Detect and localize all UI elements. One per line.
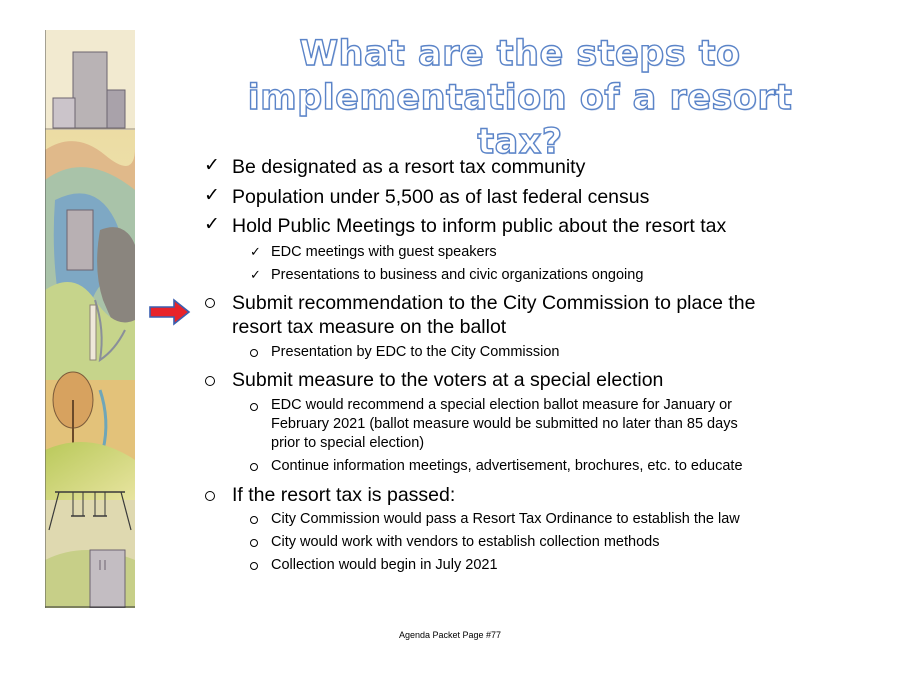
open-circle-bullet-icon bbox=[250, 516, 258, 524]
step-3-sub-1: EDC meetings with guest speakers bbox=[271, 244, 497, 260]
open-circle-bullet-icon bbox=[250, 349, 258, 357]
step-5: Submit measure to the voters at a special election bbox=[232, 369, 664, 391]
step-6-sub-3: Collection would begin in July 2021 bbox=[271, 557, 498, 573]
current-step-arrow-icon bbox=[149, 298, 191, 326]
step-2: Population under 5,500 as of last federal census bbox=[232, 186, 650, 208]
open-circle-bullet-icon bbox=[205, 491, 215, 501]
check-icon: ✓ bbox=[204, 185, 220, 206]
step-5-sub-1-line-1: EDC would recommend a special election ballot measure for January or bbox=[271, 397, 732, 413]
step-1: Be designated as a resort tax community bbox=[232, 156, 586, 178]
step-4-sub-1: Presentation by EDC to the City Commission bbox=[271, 344, 560, 360]
open-circle-bullet-icon bbox=[205, 376, 215, 386]
check-icon: ✓ bbox=[250, 267, 261, 282]
page-footer: Agenda Packet Page #77 bbox=[398, 630, 502, 640]
check-icon: ✓ bbox=[204, 155, 220, 176]
slide-title bbox=[200, 32, 840, 164]
check-icon: ✓ bbox=[204, 214, 220, 235]
open-circle-bullet-icon bbox=[250, 539, 258, 547]
step-5-sub-1-line-3: prior to special election) bbox=[271, 435, 425, 451]
open-circle-bullet-icon bbox=[250, 562, 258, 570]
step-3: Hold Public Meetings to inform public about the resort tax bbox=[232, 215, 727, 237]
step-4-line-2: resort tax measure on the ballot bbox=[232, 316, 507, 338]
open-circle-bullet-icon bbox=[250, 463, 258, 471]
open-circle-bullet-icon bbox=[250, 403, 258, 411]
check-icon: ✓ bbox=[250, 244, 261, 259]
open-circle-bullet-icon bbox=[205, 298, 215, 308]
step-6-sub-1: City Commission would pass a Resort Tax Ordinance to establish the law bbox=[271, 511, 740, 527]
step-4-line-1: Submit recommendation to the City Commission to place the bbox=[232, 292, 756, 314]
step-3-sub-2: Presentations to business and civic organizations ongoing bbox=[271, 267, 644, 283]
step-6-sub-2: City would work with vendors to establish collection methods bbox=[271, 534, 660, 550]
title-line-1: What are the steps to bbox=[299, 34, 741, 74]
step-5-sub-2: Continue information meetings, advertisement, brochures, etc. to educate bbox=[271, 458, 743, 474]
title-line-2: implementation of a resort tax? bbox=[247, 78, 793, 162]
side-illustration bbox=[45, 30, 135, 608]
step-5-sub-1-line-2: February 2021 (ballot measure would be submitted no later than 85 days bbox=[271, 416, 738, 432]
step-6: If the resort tax is passed: bbox=[232, 484, 456, 506]
